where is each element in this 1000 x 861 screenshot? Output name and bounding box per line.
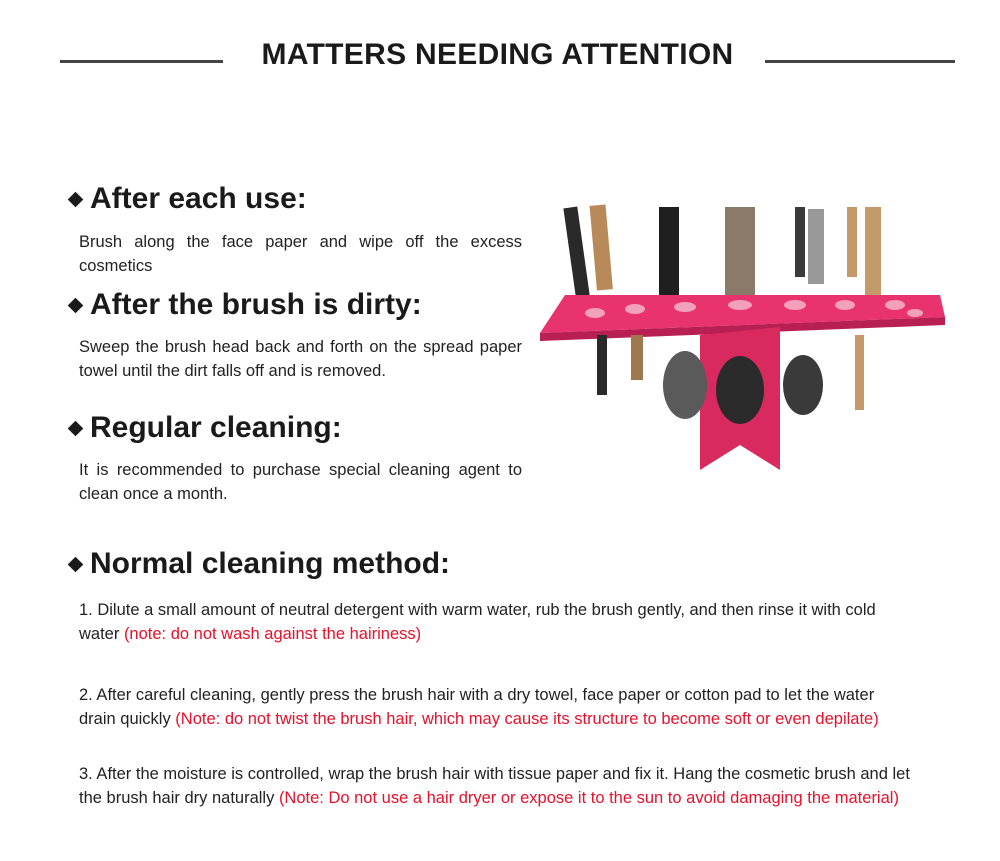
diamond-bullet-icon: [68, 297, 84, 313]
header-rule-left: [60, 60, 223, 63]
header-rule-right: [765, 60, 955, 63]
brush-handles: [563, 204, 881, 302]
section-text-regular: It is recommended to purchase special cleaning agent to clean once a month.: [79, 461, 522, 503]
page-title: MATTERS NEEDING ATTENTION: [261, 38, 734, 71]
section-title-regular: Regular cleaning:: [66, 411, 342, 445]
step-note: (Note: Do not use a hair dryer or expose it to the sun to avoid damaging the material): [278, 789, 899, 807]
section-title-method: Normal cleaning method:: [66, 547, 450, 581]
step-note: (Note: do not twist the brush hair, which may cause its structure to become soft or even depilate): [175, 710, 879, 728]
section-title-after-use: After each use:: [66, 182, 307, 216]
brush-drying-stand-image: [535, 195, 955, 485]
method-step-2: 2. After careful cleaning, gently press the brush hair with a dry towel, face paper or cotton pad to let the water drain quickly (Note: do not twist the brush hair, which may cause its structure to become soft or even depilate): [79, 686, 879, 728]
section-text-after-use: Brush along the face paper and wipe off the excess cosmetics: [79, 233, 522, 275]
section-title-dirty: After the brush is dirty:: [66, 288, 422, 322]
method-step-1: 1. Dilute a small amount of neutral detergent with warm water, rub the brush gently, and then rinse it with cold water (note: do not wash against the hairiness): [79, 601, 876, 643]
section-text-dirty: Sweep the brush head back and forth on the spread paper towel until the dirt falls off and is removed.: [79, 338, 522, 380]
diamond-bullet-icon: [68, 191, 84, 207]
method-step-3: 3. After the moisture is controlled, wrap the brush hair with tissue paper and fix it. Hang the cosmetic brush and let the brush hair dry naturally (Note: Do not use a hair dryer or expose it to the sun to avoid damaging the material): [79, 765, 910, 807]
diamond-bullet-icon: [68, 420, 84, 436]
step-note: (note: do not wash against the hairiness): [123, 625, 422, 643]
diamond-bullet-icon: [68, 556, 84, 572]
